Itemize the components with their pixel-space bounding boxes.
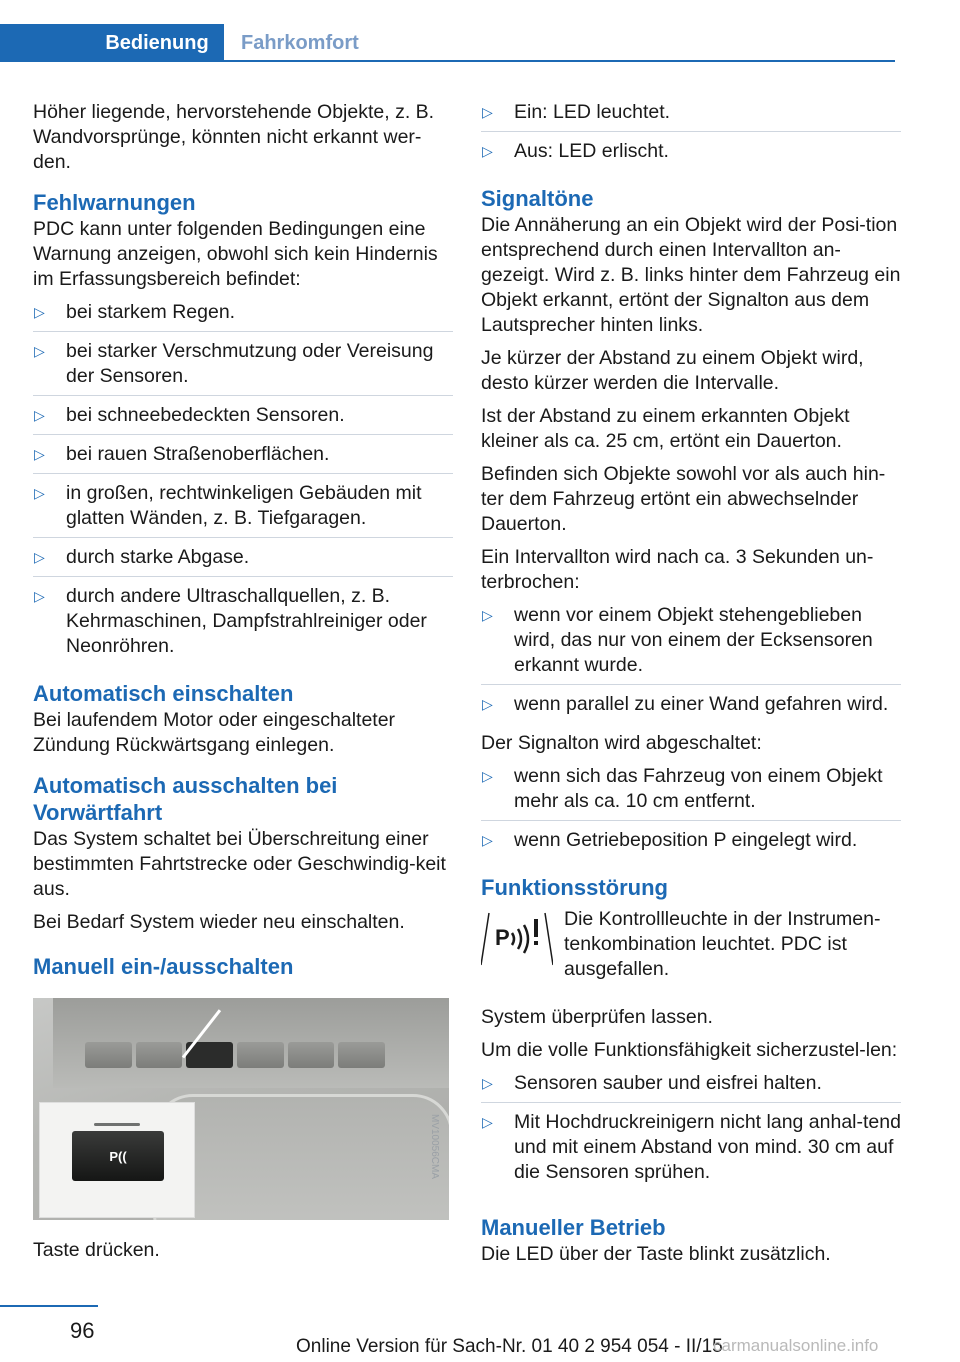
abgeschaltet-text: Der Signalton wird abgeschaltet: [481,732,762,754]
svg-text:P: P [495,925,510,950]
footer-divider [0,1305,98,1307]
console-recess [153,1094,449,1220]
led-indicator [94,1123,140,1126]
bullet-triangle-icon: ▷ [34,485,45,501]
tab-fahrkomfort[interactable]: Fahrkomfort [241,31,359,54]
volle-funktion-text: Um die volle Funktionsfähigkeit sicherzustel‐len: [481,1039,898,1061]
heading-manueller-betrieb: Manueller Betrieb [481,1215,666,1240]
list-item: ▷ in großen, rechtwinkeligen Gebäuden mit glatten Wänden, z. B. Tiefgaragen. [33,481,453,538]
heading-fehlwarnungen: Fehlwarnungen [33,190,196,215]
bullet-triangle-icon: ▷ [34,343,45,359]
led-list [481,100,901,171]
bullet-triangle-icon: ▷ [482,768,493,784]
signaltoene-text-4: Befinden sich Objekte sowohl vor als auch hin‐ter dem Fahrzeug ertönt ein abwechselnder Dauerton. [481,463,886,535]
bullet-triangle-icon: ▷ [482,832,493,848]
bei-bedarf-text: Bei Bedarf System wieder neu einschalten. [33,911,405,933]
bullet-triangle-icon: ▷ [482,607,493,623]
bullet-triangle-icon: ▷ [34,407,45,423]
list-item: ▷ wenn vor einem Objekt stehengeblieben wird, das nur von einem der Ecksensoren erkannt wurde. [481,603,901,685]
bullet-triangle-icon: ▷ [482,1114,493,1130]
warning-block [481,907,901,1005]
bullet-triangle-icon: ▷ [34,588,45,604]
list-item: ▷ durch starke Abgase. [33,545,453,577]
bullet-triangle-icon: ▷ [482,104,493,120]
list-item: ▷ bei starker Verschmutzung oder Vereisung der Sensoren. [33,339,453,396]
automatisch-ausschalten-text: Das System schaltet bei Überschreitung einer bestimmten Fahrtstrecke oder Geschwindig‐keit aus. [33,828,446,900]
list-item: ▷ durch andere Ultraschallquellen, z. B. Kehrmaschinen, Dampfstrahlreiniger oder Neonröhren. [34,585,427,657]
bullet-triangle-icon: ▷ [482,1075,493,1091]
signaltoene-text-3: Ist der Abstand zu einem erkannten Objekt kleiner als ca. 25 cm, ertönt ein Dauerton. [481,405,850,452]
bullet-triangle-icon: ▷ [482,696,493,712]
volle-funktion-list [481,1071,901,1192]
bullet-triangle-icon: ▷ [34,304,45,320]
list-item: ▷ wenn sich das Fahrzeug von einem Objekt mehr als ca. 10 cm entfernt. [481,764,901,821]
heading-automatisch-ausschalten: Automatisch ausschalten bei Vorwärtfahrt [33,773,338,825]
list-item: ▷ Ein: LED leuchtet. [481,100,901,132]
list-item: ▷ wenn Getriebeposition P eingelegt wird. [482,829,858,851]
automatisch-einschalten-text: Bei laufendem Motor oder eingeschalteter Zündung Rückwärtsgang einlegen. [33,709,396,756]
bullet-triangle-icon: ▷ [34,446,45,462]
watermark: carmanualsonline.info [713,1336,879,1355]
signaltoene-text-1: Die Annäherung an ein Objekt wird der Posi‐tion entsprechend durch einen Intervallton an‐gezeigt. Wird z. B. links hinter dem Fahrzeug ein Objekt erkannt, ertönt der Signalton aus dem Lautsprecher hinten links. [481,214,901,336]
bullet-triangle-icon: ▷ [34,549,45,565]
signaltoene-text-2: Je kürzer der Abstand zu einem Objekt wird, desto kürzer werden die Intervalle. [481,347,864,394]
bullet-triangle-icon: ▷ [482,143,493,159]
right-column [481,100,901,1275]
pdc-warning-icon [481,909,553,967]
list-item: ▷ wenn parallel zu einer Wand gefahren wird. [482,693,889,715]
pdc-key-inset [39,1102,195,1218]
pruefen-text: System überprüfen lassen. [481,1006,713,1028]
header-tabbar [0,0,960,62]
manueller-betrieb-text: Die LED über der Taste blinkt zusätzlich. [481,1243,831,1265]
heading-automatisch-einschalten: Automatisch einschalten [33,681,294,706]
header-divider [0,60,895,62]
warning-text: Die Kontrollleuchte in der Instrumen‐tenkombination leuchtet. PDC ist ausgefallen. [564,908,881,980]
list-item: ▷ bei rauen Straßenoberflächen. [33,442,453,474]
page-number: 96 [70,1318,95,1343]
heading-signaltoene: Signaltöne [481,186,594,211]
footer-version-text: Online Version für Sach-Nr. 01 40 2 954 054 - II/15 [296,1336,723,1357]
list-item: ▷ bei starkem Regen. [33,300,453,332]
intro-paragraph: Höher liegende, hervorstehende Objekte, z. B. Wandvorsprünge, könnten nicht erkannt wer‐den. [33,101,435,173]
fehlwarnungen-list [33,300,453,666]
figure-code: MV10056CMA [429,1114,440,1180]
list-item: ▷ bei schneebedeckten Sensoren. [33,403,453,435]
heading-funktionsstoerung: Funktionsstörung [481,875,668,900]
intervall-list [481,603,901,724]
list-item: ▷ Sensoren sauber und eisfrei halten. [481,1071,901,1103]
tab-bedienung[interactable]: Bedienung [0,24,224,62]
fehlwarnungen-text: PDC kann unter folgenden Bedingungen eine Warnung anzeigen, obwohl sich kein Hindernis im Erfassungsbereich befindet: [33,218,438,290]
abgeschaltet-list [481,764,901,860]
pdc-key-icon: P(( [72,1131,164,1181]
taste-druecken-text: Taste drücken. [33,1239,160,1261]
pdc-button-photo [33,998,449,1220]
console-button-row [85,1042,385,1068]
list-item: ▷ Aus: LED erlischt. [482,140,669,162]
list-item: ▷ Mit Hochdruckreinigern nicht lang anhal‐tend und mit einem Abstand von mind. 30 cm auf die Sensoren sprühen. [482,1111,901,1183]
heading-manuell: Manuell ein-/ausschalten [33,954,294,979]
signaltoene-text-5: Ein Intervallton wird nach ca. 3 Sekunden un‐terbrochen: [481,546,874,593]
left-column [33,100,453,1271]
